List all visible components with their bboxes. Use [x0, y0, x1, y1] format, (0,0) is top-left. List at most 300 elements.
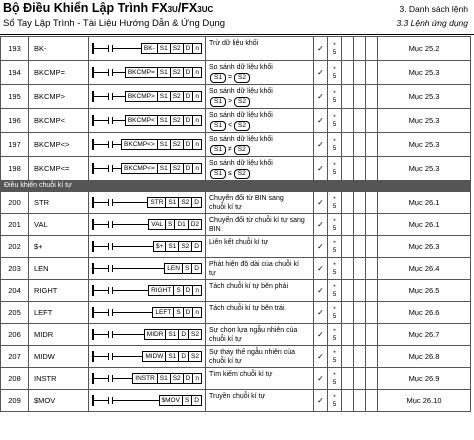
ladder-symbol — [92, 197, 202, 208]
table-row — [1, 324, 471, 346]
ladder-wire — [94, 378, 108, 379]
ladder-wire — [113, 334, 145, 335]
fnc-number: 205 — [1, 302, 29, 323]
operand-box: D — [183, 163, 194, 174]
empty-column — [366, 302, 378, 323]
page-header — [0, 0, 474, 38]
empty-column — [354, 390, 366, 411]
symbol-cell — [89, 61, 206, 84]
instruction-name-box: RIGHT — [148, 285, 174, 296]
empty-column — [354, 133, 366, 156]
fnc-number: 197 — [1, 133, 29, 156]
mnemonic: $+ — [29, 236, 89, 257]
document-subtitle: Sổ Tay Lập Trình - Tài Liệu Hướng Dẫn & Ứng Dụng — [3, 18, 226, 29]
instruction-box — [133, 373, 202, 384]
function-description — [206, 258, 314, 279]
title-sep: /FX — [177, 1, 198, 15]
instruction-name-box: $+ — [153, 241, 166, 252]
empty-column — [342, 302, 354, 323]
empty-column — [366, 258, 378, 279]
comparison-operator: > — [227, 98, 233, 105]
operand-box: S2 — [170, 67, 184, 78]
ladder-wire — [94, 72, 108, 73]
function-description — [206, 302, 314, 323]
instruction-name-box: $MOV — [159, 395, 183, 406]
operand-box: D — [183, 115, 194, 126]
reference-section: Mục 25.3 — [378, 133, 471, 156]
function-description — [206, 109, 314, 132]
comparison-operator: ≤ — [227, 170, 232, 177]
version-star: * — [333, 217, 336, 225]
symbol-cell — [89, 37, 206, 60]
empty-column — [354, 192, 366, 213]
instruction-box — [142, 43, 202, 54]
empty-column — [366, 157, 378, 180]
function-text: Tách chuỗi kí tự bên trái — [209, 305, 285, 312]
version-number: 5 — [332, 378, 337, 386]
empty-column — [342, 324, 354, 345]
document-title — [3, 1, 213, 15]
support-check: ✓ — [314, 157, 328, 180]
comparison-expression — [209, 120, 310, 131]
reference-section: Mục 26.1 — [378, 192, 471, 213]
version-note — [328, 214, 342, 235]
operand-box: D — [183, 139, 194, 150]
ladder-wire — [113, 268, 165, 269]
contact-mark — [108, 309, 109, 316]
instruction-box — [149, 285, 202, 296]
table-row — [1, 368, 471, 390]
empty-column — [342, 109, 354, 132]
instruction-name-box: BKCMP<= — [121, 163, 158, 174]
symbol-cell — [89, 390, 206, 411]
instruction-name-box: LEN — [164, 263, 183, 274]
mnemonic: LEN — [29, 258, 89, 279]
instruction-box — [143, 351, 202, 362]
version-note — [328, 61, 342, 84]
version-number: 5 — [332, 224, 337, 232]
mnemonic: MIDW — [29, 346, 89, 367]
support-check: ✓ — [314, 192, 328, 213]
version-note — [328, 192, 342, 213]
version-star: * — [333, 283, 336, 291]
ladder-wire — [94, 202, 108, 203]
mnemonic: RIGHT — [29, 280, 89, 301]
function-text: Sự thay thế ngẫu nhiên của — [209, 349, 296, 356]
operand-box: D — [191, 197, 202, 208]
fnc-number: 207 — [1, 346, 29, 367]
support-check: ✓ — [314, 280, 328, 301]
ladder-wire — [94, 334, 108, 335]
version-note — [328, 258, 342, 279]
fnc-number: 195 — [1, 85, 29, 108]
operand-box: S2 — [188, 329, 202, 340]
mnemonic: MIDR — [29, 324, 89, 345]
mnemonic: BKCMP< — [29, 109, 89, 132]
operand-box: S — [165, 219, 175, 230]
operand-box: D — [191, 395, 202, 406]
support-check: ✓ — [314, 368, 328, 389]
instruction-box — [122, 163, 202, 174]
ladder-symbol — [92, 241, 202, 252]
instruction-box — [145, 329, 202, 340]
operand-box: D — [191, 263, 202, 274]
instruction-name-box: BKCMP= — [125, 67, 158, 78]
fnc-number: 196 — [1, 109, 29, 132]
ladder-wire — [113, 312, 153, 313]
fnc-number: 198 — [1, 157, 29, 180]
empty-column — [342, 258, 354, 279]
mnemonic: $MOV — [29, 390, 89, 411]
empty-column — [366, 85, 378, 108]
function-description — [206, 214, 314, 235]
version-star: * — [333, 161, 336, 169]
function-text: So sánh dữ liệu khối — [209, 64, 273, 71]
table-row — [1, 346, 471, 368]
ladder-symbol — [92, 139, 202, 150]
operand-pill: S1 — [210, 169, 226, 179]
operand-box: S2 — [170, 115, 184, 126]
version-note — [328, 302, 342, 323]
version-number: 5 — [332, 202, 337, 210]
empty-column — [366, 133, 378, 156]
operand-pill: S1 — [210, 97, 226, 107]
symbol-cell — [89, 133, 206, 156]
version-star: * — [333, 349, 336, 357]
mnemonic: BKCMP<= — [29, 157, 89, 180]
empty-column — [354, 214, 366, 235]
table-row — [1, 109, 471, 133]
operand-box: D — [191, 241, 202, 252]
symbol-cell — [89, 157, 206, 180]
table-row — [1, 236, 471, 258]
operand-box: S1 — [157, 163, 171, 174]
contact-mark — [108, 265, 109, 272]
ladder-wire — [113, 202, 148, 203]
comparison-expression — [209, 96, 310, 107]
empty-column — [354, 236, 366, 257]
operand-box: S1 — [165, 241, 179, 252]
empty-column — [342, 157, 354, 180]
version-note — [328, 133, 342, 156]
function-description — [206, 346, 314, 367]
version-number: 5 — [332, 120, 337, 128]
empty-column — [354, 368, 366, 389]
function-text: Sự chọn lựa ngẫu nhiên của — [209, 327, 298, 334]
ladder-wire — [94, 96, 108, 97]
operand-box: n — [192, 91, 202, 102]
version-number: 5 — [332, 400, 337, 408]
ladder-symbol — [92, 115, 202, 126]
instruction-name-box: BKCMP> — [125, 91, 158, 102]
operand-box: D — [183, 67, 194, 78]
ladder-wire — [113, 224, 149, 225]
ladder-wire — [94, 356, 108, 357]
empty-column — [342, 368, 354, 389]
instruction-box — [154, 241, 202, 252]
instruction-box — [122, 139, 202, 150]
operand-box: D — [183, 307, 194, 318]
contact-mark — [108, 221, 109, 228]
operand-pill: S1 — [210, 121, 226, 131]
version-number: 5 — [332, 356, 337, 364]
version-star: * — [333, 327, 336, 335]
ladder-symbol — [92, 91, 202, 102]
operand-pill: S1 — [210, 73, 226, 83]
function-text: chuỗi kí tự — [209, 358, 242, 365]
ladder-wire — [113, 144, 122, 145]
function-text: So sánh dữ liệu khối — [209, 112, 273, 119]
instruction-box — [126, 115, 202, 126]
version-note — [328, 37, 342, 60]
table-row — [1, 214, 471, 236]
function-text: Tách chuỗi kí tự bên phải — [209, 283, 289, 290]
function-text: Phát hiện độ dài của chuỗi kí — [209, 261, 299, 268]
reference-section: Mục 26.3 — [378, 236, 471, 257]
function-text: tự — [209, 270, 216, 277]
version-star: * — [333, 65, 336, 73]
support-check: ✓ — [314, 346, 328, 367]
version-note — [328, 85, 342, 108]
support-check: ✓ — [314, 236, 328, 257]
symbol-cell — [89, 258, 206, 279]
version-number: 5 — [332, 334, 337, 342]
empty-column — [366, 236, 378, 257]
symbol-cell — [89, 236, 206, 257]
table-row — [1, 61, 471, 85]
empty-column — [342, 37, 354, 60]
comparison-expression — [209, 168, 310, 179]
instruction-box — [126, 67, 202, 78]
contact-mark — [108, 331, 109, 338]
function-text: BIN — [209, 226, 221, 233]
function-description — [206, 37, 314, 60]
instruction-box — [149, 219, 202, 230]
empty-column — [342, 236, 354, 257]
function-text: So sánh dữ liệu khối — [209, 160, 273, 167]
fnc-number: 201 — [1, 214, 29, 235]
instruction-box — [160, 395, 202, 406]
operand-box: D1 — [174, 219, 188, 230]
instruction-name-box: MIDR — [144, 329, 167, 340]
ladder-wire — [113, 48, 142, 49]
comparison-expression — [209, 72, 310, 83]
symbol-cell — [89, 368, 206, 389]
operand-box: n — [192, 43, 202, 54]
ladder-wire — [113, 168, 122, 169]
version-star: * — [333, 113, 336, 121]
version-number: 5 — [332, 168, 337, 176]
reference-section: Mục 25.3 — [378, 61, 471, 84]
operand-box: n — [192, 307, 202, 318]
symbol-cell — [89, 109, 206, 132]
contact-mark — [108, 397, 109, 404]
ladder-wire — [94, 48, 108, 49]
version-star: * — [333, 261, 336, 269]
operand-box: n — [192, 285, 202, 296]
empty-column — [366, 214, 378, 235]
fnc-number: 206 — [1, 324, 29, 345]
version-star: * — [333, 137, 336, 145]
contact-mark — [108, 69, 109, 76]
empty-column — [366, 192, 378, 213]
ladder-wire — [113, 72, 126, 73]
operand-box: S — [173, 307, 183, 318]
operand-box: D2 — [188, 219, 202, 230]
ladder-wire — [94, 290, 108, 291]
support-check: ✓ — [314, 109, 328, 132]
ladder-wire — [94, 144, 108, 145]
instruction-box — [153, 307, 202, 318]
ladder-wire — [113, 378, 133, 379]
function-text: Truyền chuỗi kí tự — [209, 393, 266, 400]
version-number: 5 — [332, 246, 337, 254]
comparison-operator: < — [227, 122, 233, 129]
comparison-operator: ≠ — [227, 146, 232, 153]
empty-column — [366, 390, 378, 411]
empty-column — [354, 157, 366, 180]
operand-box: S — [182, 395, 192, 406]
empty-column — [366, 109, 378, 132]
instruction-name-box: INSTR — [132, 373, 158, 384]
ladder-wire — [94, 224, 108, 225]
empty-column — [366, 346, 378, 367]
mnemonic: INSTR — [29, 368, 89, 389]
function-description — [206, 390, 314, 411]
operand-box: S2 — [188, 351, 202, 362]
function-text: Chuyển đổi từ BIN sang — [209, 195, 284, 202]
mnemonic: BK- — [29, 37, 89, 60]
operand-box: S1 — [157, 43, 171, 54]
reference-section: Mục 26.4 — [378, 258, 471, 279]
operand-box: S1 — [165, 351, 179, 362]
operand-box: D — [178, 351, 189, 362]
version-note — [328, 346, 342, 367]
table-row — [1, 85, 471, 109]
empty-column — [354, 280, 366, 301]
instruction-table — [0, 36, 471, 412]
empty-column — [354, 37, 366, 60]
function-text: Liên kết chuỗi kí tự — [209, 239, 269, 246]
contact-mark — [108, 141, 109, 148]
instruction-box — [165, 263, 202, 274]
fnc-number: 193 — [1, 37, 29, 60]
ladder-wire — [113, 246, 154, 247]
empty-column — [354, 324, 366, 345]
mnemonic: BKCMP> — [29, 85, 89, 108]
empty-column — [366, 368, 378, 389]
operand-box: S1 — [165, 329, 179, 340]
empty-column — [354, 258, 366, 279]
empty-column — [354, 302, 366, 323]
comparison-operator: = — [227, 74, 233, 81]
fnc-number: 208 — [1, 368, 29, 389]
fnc-number: 204 — [1, 280, 29, 301]
operand-box: n — [192, 163, 202, 174]
mnemonic: VAL — [29, 214, 89, 235]
function-description — [206, 280, 314, 301]
support-check: ✓ — [314, 390, 328, 411]
version-star: * — [333, 89, 336, 97]
symbol-cell — [89, 346, 206, 367]
instruction-name-box: STR — [147, 197, 166, 208]
instruction-box — [148, 197, 202, 208]
comparison-expression — [209, 144, 310, 155]
support-check: ✓ — [314, 302, 328, 323]
contact-mark — [108, 199, 109, 206]
symbol-cell — [89, 214, 206, 235]
mnemonic: BKCMP= — [29, 61, 89, 84]
operand-pill: S2 — [234, 97, 250, 107]
operand-box: S2 — [170, 373, 184, 384]
function-text: Chuyển đổi từ chuỗi kí tự sang — [209, 217, 305, 224]
support-check: ✓ — [314, 61, 328, 84]
operand-box: S — [182, 263, 192, 274]
instruction-name-box: BK- — [141, 43, 158, 54]
support-check: ✓ — [314, 258, 328, 279]
support-check: ✓ — [314, 37, 328, 60]
version-star: * — [333, 239, 336, 247]
operand-box: D — [183, 43, 194, 54]
empty-column — [342, 280, 354, 301]
operand-box: S2 — [170, 139, 184, 150]
fnc-number: 202 — [1, 236, 29, 257]
function-description — [206, 85, 314, 108]
operand-pill: S2 — [234, 169, 250, 179]
operand-box: n — [192, 67, 202, 78]
contact-mark — [108, 165, 109, 172]
ladder-wire — [94, 120, 108, 121]
version-star: * — [333, 393, 336, 401]
operand-box: S2 — [178, 197, 192, 208]
ladder-symbol — [92, 67, 202, 78]
operand-box: S1 — [157, 139, 171, 150]
support-check: ✓ — [314, 324, 328, 345]
instruction-name-box: VAL — [148, 219, 166, 230]
function-text: Trừ dữ liệu khối — [209, 40, 259, 47]
fnc-number: 203 — [1, 258, 29, 279]
function-description — [206, 157, 314, 180]
function-text: So sánh dữ liệu khối — [209, 136, 273, 143]
operand-box: S — [173, 285, 183, 296]
empty-column — [366, 61, 378, 84]
reference-section: Mục 26.10 — [378, 390, 471, 411]
operand-pill: S2 — [234, 73, 250, 83]
table-row — [1, 258, 471, 280]
symbol-cell — [89, 302, 206, 323]
contact-mark — [108, 243, 109, 250]
title-sub1: 3U — [167, 5, 178, 14]
empty-column — [342, 85, 354, 108]
support-check: ✓ — [314, 85, 328, 108]
ladder-symbol — [92, 307, 202, 318]
operand-box: S1 — [165, 197, 179, 208]
ladder-symbol — [92, 373, 202, 384]
operand-box: S2 — [178, 241, 192, 252]
reference-section: Mục 25.3 — [378, 109, 471, 132]
symbol-cell — [89, 324, 206, 345]
operand-box: D — [183, 285, 194, 296]
fnc-number: 194 — [1, 61, 29, 84]
reference-section: Mục 26.8 — [378, 346, 471, 367]
contact-mark — [108, 375, 109, 382]
version-number: 5 — [332, 144, 337, 152]
function-text: chuỗi kí tự — [209, 336, 242, 343]
title-main: Bộ Điều Khiển Lập Trình FX — [3, 1, 168, 15]
mnemonic: BKCMP<> — [29, 133, 89, 156]
ladder-symbol — [92, 219, 202, 230]
version-number: 5 — [332, 290, 337, 298]
